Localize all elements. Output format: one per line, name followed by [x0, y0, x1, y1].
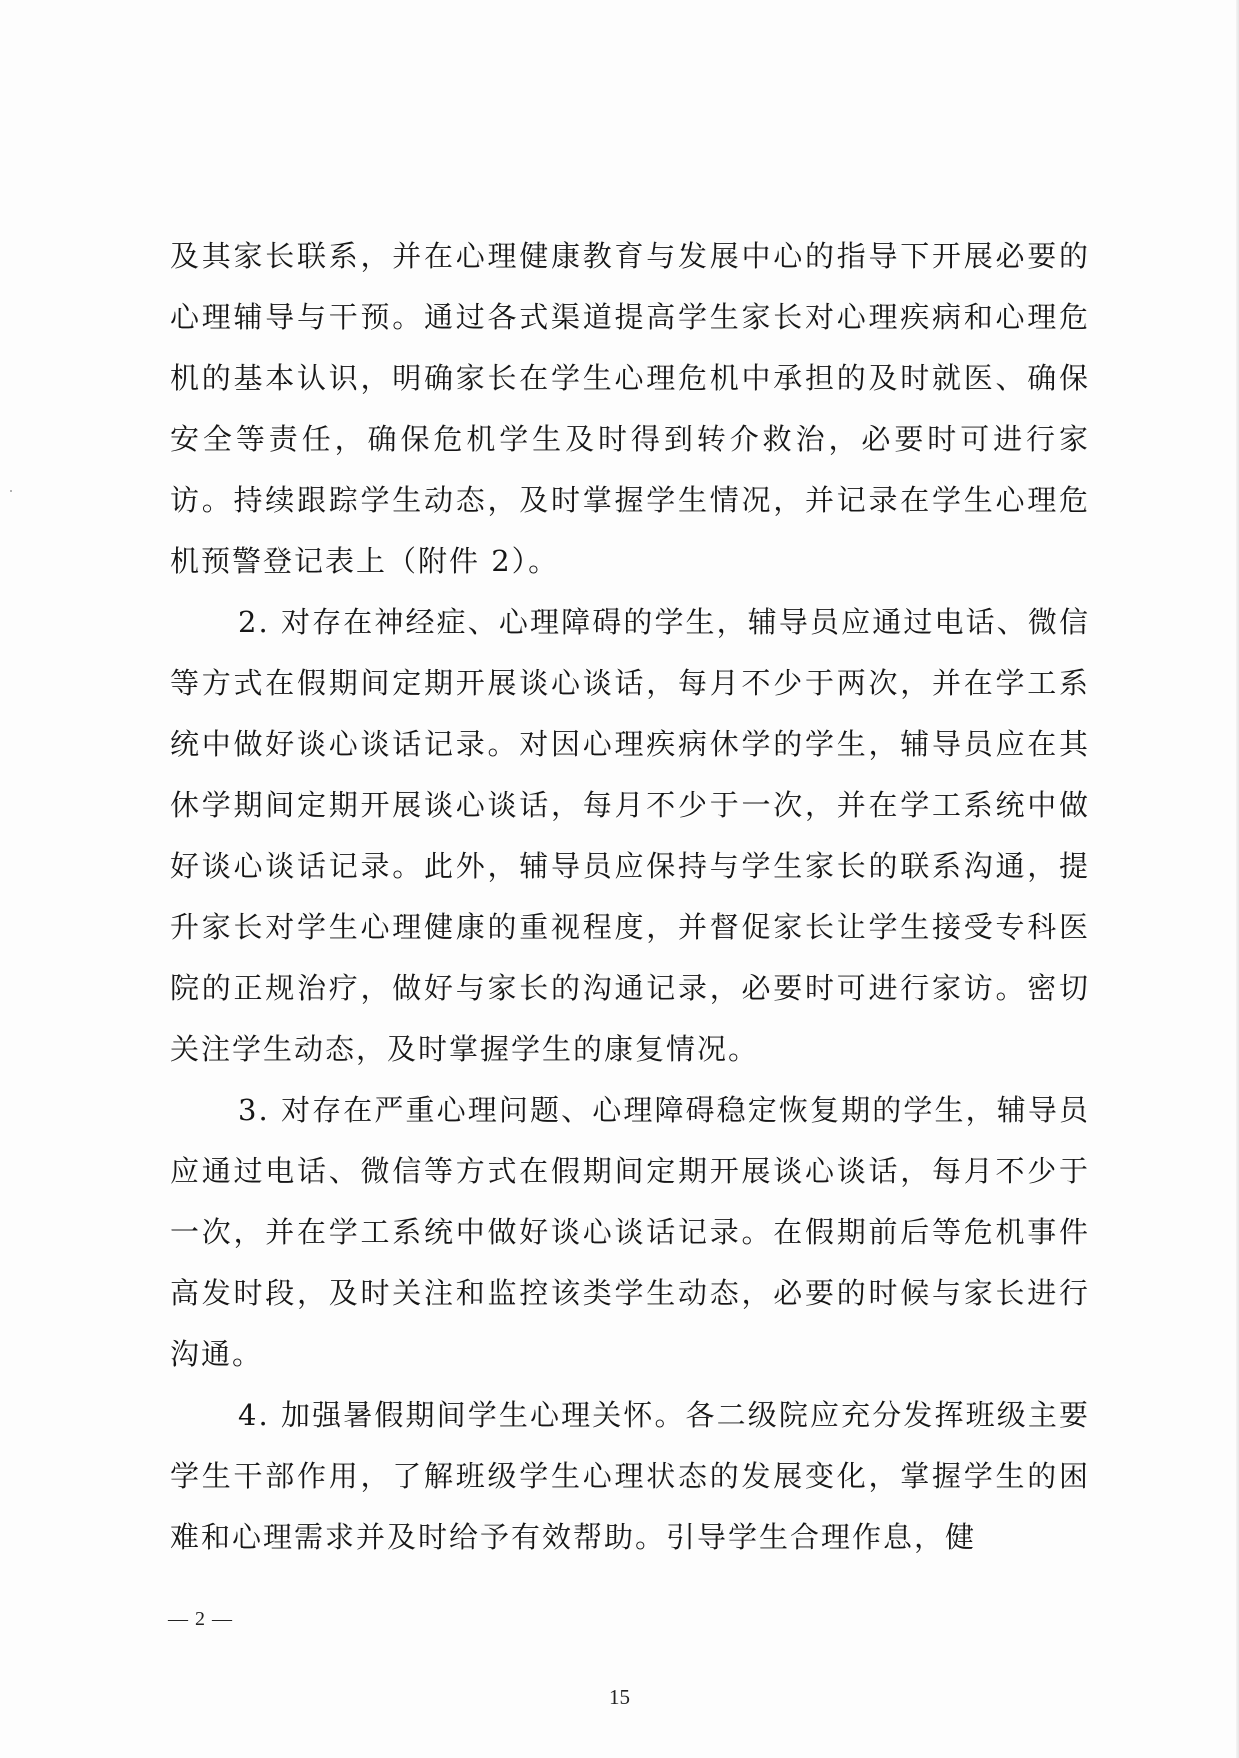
document-page-marker: — 2 — [168, 1608, 233, 1630]
paragraph-item-4: 4. 加强暑假期间学生心理关怀。各二级院应充分发挥班级主要学生干部作用，了解班级学生心理状态的发展变化，掌握学生的困难和心理需求并及时给予有效帮助。引导学生合理作息，健 [170, 1398, 1090, 1554]
document-body [170, 226, 1090, 1568]
paragraph-continued: 及其家长联系，并在心理健康教育与发展中心的指导下开展必要的心理辅导与干预。通过各式渠道提高学生家长对心理疾病和心理危机的基本认识，明确家长在学生心理危机中承担的及时就医、确保安全等责任，确保危机学生及时得到转介救治，必要时可进行家访。持续跟踪学生动态，及时掌握学生情况，并记录在学生心理危机预警登记表上（附件 2）。 [170, 239, 1090, 578]
scan-speck [10, 490, 12, 492]
page-number: 15 [609, 1685, 630, 1709]
paragraph-item-3: 3. 对存在严重心理问题、心理障碍稳定恢复期的学生，辅导员应通过电话、微信等方式在假期间定期开展谈心谈话，每月不少于一次，并在学工系统中做好谈心谈话记录。在假期前后等危机事件高发时段，及时关注和监控该类学生动态，必要的时候与家长进行沟通。 [170, 1093, 1090, 1371]
paragraph-item-2: 2. 对存在神经症、心理障碍的学生，辅导员应通过电话、微信等方式在假期间定期开展谈心谈话，每月不少于两次，并在学工系统中做好谈心谈话记录。对因心理疾病休学的学生，辅导员应在其休学期间定期开展谈心谈话，每月不少于一次，并在学工系统中做好谈心谈话记录。此外，辅导员应保持与学生家长的联系沟通，提升家长对学生心理健康的重视程度，并督促家长让学生接受专科医院的正规治疗，做好与家长的沟通记录，必要时可进行家访。密切关注学生动态，及时掌握学生的康复情况。 [170, 605, 1090, 1066]
